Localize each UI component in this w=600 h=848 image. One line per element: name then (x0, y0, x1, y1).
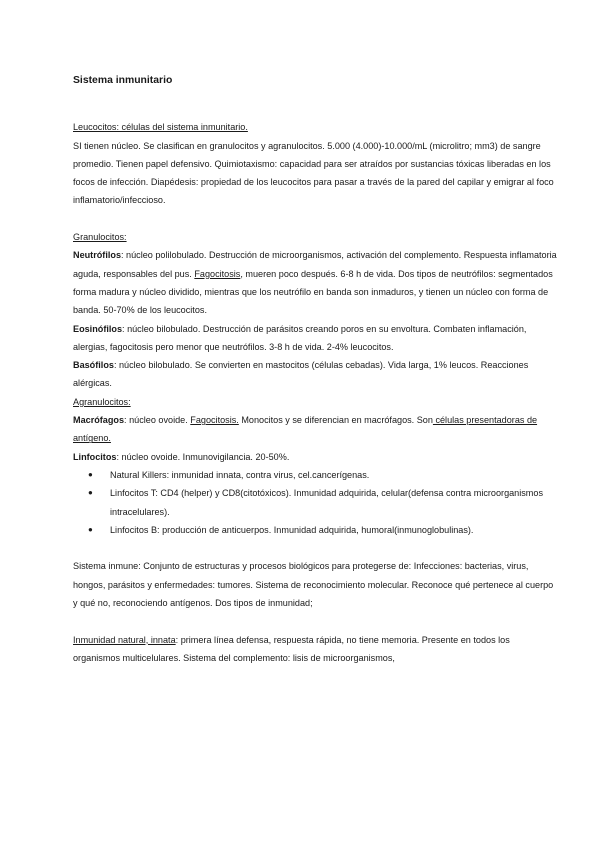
agranulocitos-heading: Agranulocitos: (73, 396, 131, 407)
spacer (73, 612, 558, 630)
macrofagos-term: Macrófagos (73, 415, 125, 426)
neutrofilos-text-a: : núcleo polilobulado. Destrucción de microorganismos, activación del complemento. Respuesta inflamatoria aguda, responsables del pus. (73, 250, 557, 279)
basofilos-paragraph (73, 356, 558, 393)
linfocitos-text: : núcleo ovoide. Inmunovigilancia. 20-50%. (116, 451, 290, 462)
neutrofilos-term: Neutrófilos (73, 250, 121, 261)
list-item-text: Linfocitos B: producción de anticuerpos. Inmunidad adquirida, humoral(inmunoglobulinas). (110, 524, 474, 535)
linfocitos-term: Linfocitos (73, 451, 117, 462)
sistema-inmune-paragraph: Sistema inmune: Conjunto de estructuras y procesos biológicos para protegerse de: Infecciones: bacterias, virus, hongos, parásitos y enfermedades: tumores. Sistema de reconocimiento molecular. Reconoce qué pertenece al cuerpo y qué no, reconociendo antígenos. Dos tipos de inmunidad; (73, 561, 554, 609)
list-item (73, 484, 558, 521)
list-item-text: Natural Killers: inmunidad innata, contra virus, cel.cancerígenas. (110, 469, 370, 480)
leucocitos-paragraph: SI tienen núcleo. Se clasifican en granulocitos y agranulocitos. 5.000 (4.000)-10.000/mL (microlitro; mm3) de sangre promedio. Tienen papel defensivo. Quimiotaxismo: capacidad para ser atraídos por sustancias tóxicas liberadas en los focos de infección. Diapédesis: propiedad de los leucocitos para pasar a través de la pared del capilar y emigrar al foco inflamatorio/infeccioso. (73, 140, 554, 206)
basofilos-term: Basófilos (73, 360, 114, 371)
spacer (73, 539, 558, 557)
bullet-icon: ● (88, 488, 93, 498)
list-item (73, 521, 558, 539)
inmunidad-natural-paragraph (73, 631, 558, 668)
inmunidad-natural-text: : primera línea defensa, respuesta rápida, no tiene memoria. Presente en todos los organismos multicelulares. Sistema del complemento: lisis de microorganismos, (73, 634, 510, 663)
macrofagos-text-b: Monocitos y se diferencian en macrófagos. Son (238, 415, 433, 426)
presentadoras-link: células presentadoras de antígeno. (73, 415, 538, 444)
neutrofilos-text-b: , mueren poco después. 6-8 h de vida. Dos tipos de neutrófilos: segmentados forma madura y núcleo dividido, mientras que los neutrófilo en banda son inmaduros, y tienen un núcleo con forma de banda. 50-70% de los leucocitos. (73, 268, 553, 316)
spacer (73, 210, 558, 228)
fagocitosis-link: Fagocitosis (194, 268, 241, 279)
inmunidad-natural-heading: Inmunidad natural, innata (73, 634, 176, 645)
document-body (73, 72, 558, 667)
bullet-icon: ● (88, 524, 93, 534)
linfocitos-paragraph (73, 448, 558, 466)
macrofagos-text-a: : núcleo ovoide. (124, 415, 191, 426)
fagocitosis-link: Fagocitosis. (190, 415, 239, 426)
linfocitos-bullet-list (73, 466, 558, 539)
basofilos-text: : núcleo bilobulado. Se convierten en mastocitos (células cebadas). Vida larga, 1% leucos. Reacciones alérgicas. (73, 360, 529, 389)
page-title: Sistema inmunitario (73, 75, 173, 86)
leucocitos-heading: Leucocitos: células del sistema inmunitario. (73, 122, 248, 133)
macrofagos-paragraph (73, 411, 558, 448)
bullet-icon: ● (88, 469, 93, 479)
eosinofilos-text: : núcleo bilobulado. Destrucción de parásitos creando poros en su envoltura. Combaten inflamación, alergias, fagocitosis pero menor que neutrófilos. 3-8 h de vida. 2-4% leucocitos. (73, 323, 527, 352)
neutrofilos-paragraph (73, 246, 558, 319)
list-item (73, 466, 558, 484)
eosinofilos-term: Eosinófilos (73, 323, 123, 334)
granulocitos-heading: Granulocitos: (73, 232, 127, 243)
eosinofilos-paragraph (73, 320, 558, 357)
list-item-text: Linfocitos T: CD4 (helper) y CD8(citotóxicos). Inmunidad adquirida, celular(defensa contra microorganismos intracelulares). (110, 488, 543, 517)
